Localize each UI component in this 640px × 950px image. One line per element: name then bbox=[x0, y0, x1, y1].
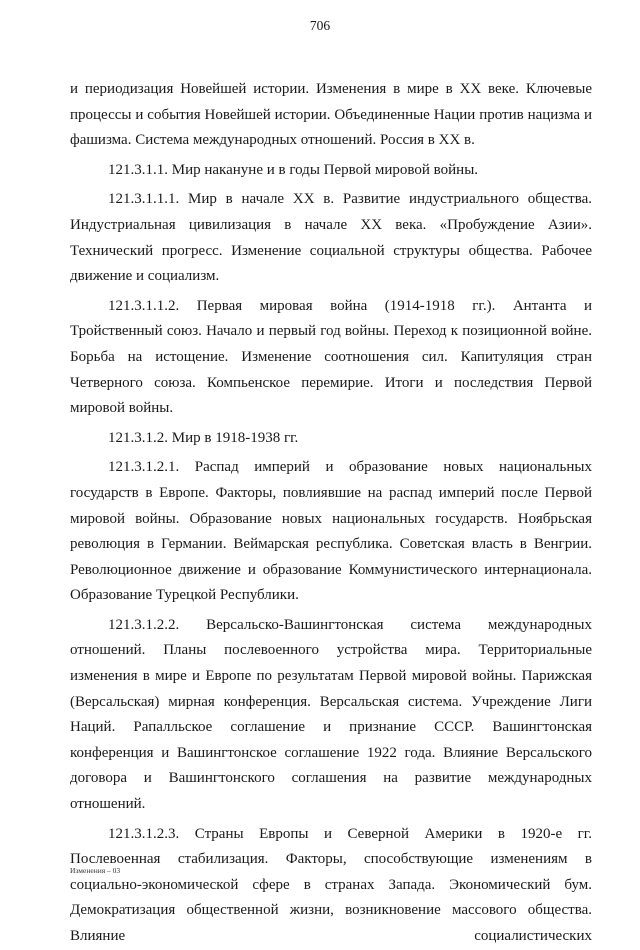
paragraph-121-3-1-1-1: 121.3.1.1.1. Мир в начале XX в. Развитие индустриального общества. Индустриальная цивилизация в начале XX века. «Пробуждение Азии». Технический прогресс. Изменение социальной структуры общества. Рабочее движение и социализм. bbox=[70, 191, 592, 285]
page-number: 706 bbox=[309, 18, 331, 33]
paragraph-heading-121-3-1-1: 121.3.1.1. Мир накануне и в годы Первой мировой войны. bbox=[108, 161, 479, 178]
paragraph-121-3-1-1-2: 121.3.1.1.2. Первая мировая война (1914-1918 гг.). Антанта и Тройственный союз. Начало и первый год войны. Переход к позиционной войне. Борьба на истощение. Изменение соотношения сил. Капитуляция стран Четверного союза. Компьенское перемирие. Итоги и последствия Первой мировой войны. bbox=[70, 297, 592, 417]
paragraph-121-3-1-2-3: 121.3.1.2.3. Страны Европы и Северной Америки в 1920-е гг. Послевоенная стабилизация. Факторы, способствующие изменениям в социально-экономической сфере в странах Запада. Экономический бум. Демократизация общественной жизни, возникновение массового общества. Влияние социалистических bbox=[70, 825, 592, 944]
paragraph-intro: и периодизация Новейшей истории. Изменения в мире в XX веке. Ключевые процессы и события Новейшей истории. Объединенные Нации против нацизма и фашизма. Система международных отношений. Россия в XX в. bbox=[70, 81, 592, 149]
footer-revision-note: Изменения – 03 bbox=[70, 866, 121, 875]
paragraph-121-3-1-2-1: 121.3.1.2.1. Распад империй и образование новых национальных государств в Европе. Факторы, повлиявшие на распад империй после Первой мировой войны. Образование новых национальных государств. Ноябрьская революция в Германии. Веймарская республика. Советская власть в Венгрии. Революционное движение и образование Коммунистического интернационала. Образование Турецкой Республики. bbox=[70, 459, 592, 604]
document-body bbox=[70, 77, 592, 950]
paragraph-heading-121-3-1-2: 121.3.1.2. Мир в 1918-1938 гг. bbox=[108, 429, 299, 446]
paragraph-121-3-1-2-2: 121.3.1.2.2. Версальско-Вашингтонская система международных отношений. Планы послевоенного устройства мира. Территориальные изменения в мире и Европе по результатам Первой мировой войны. Парижская (Версальская) мирная конференция. Версальская система. Учреждение Лиги Наций. Рапалльское соглашение и признание СССР. Вашингтонская конференция и Вашингтонское соглашение 1922 года. Влияние Версальского договора и Вашингтонского соглашения на развитие международных отношений. bbox=[70, 616, 592, 813]
